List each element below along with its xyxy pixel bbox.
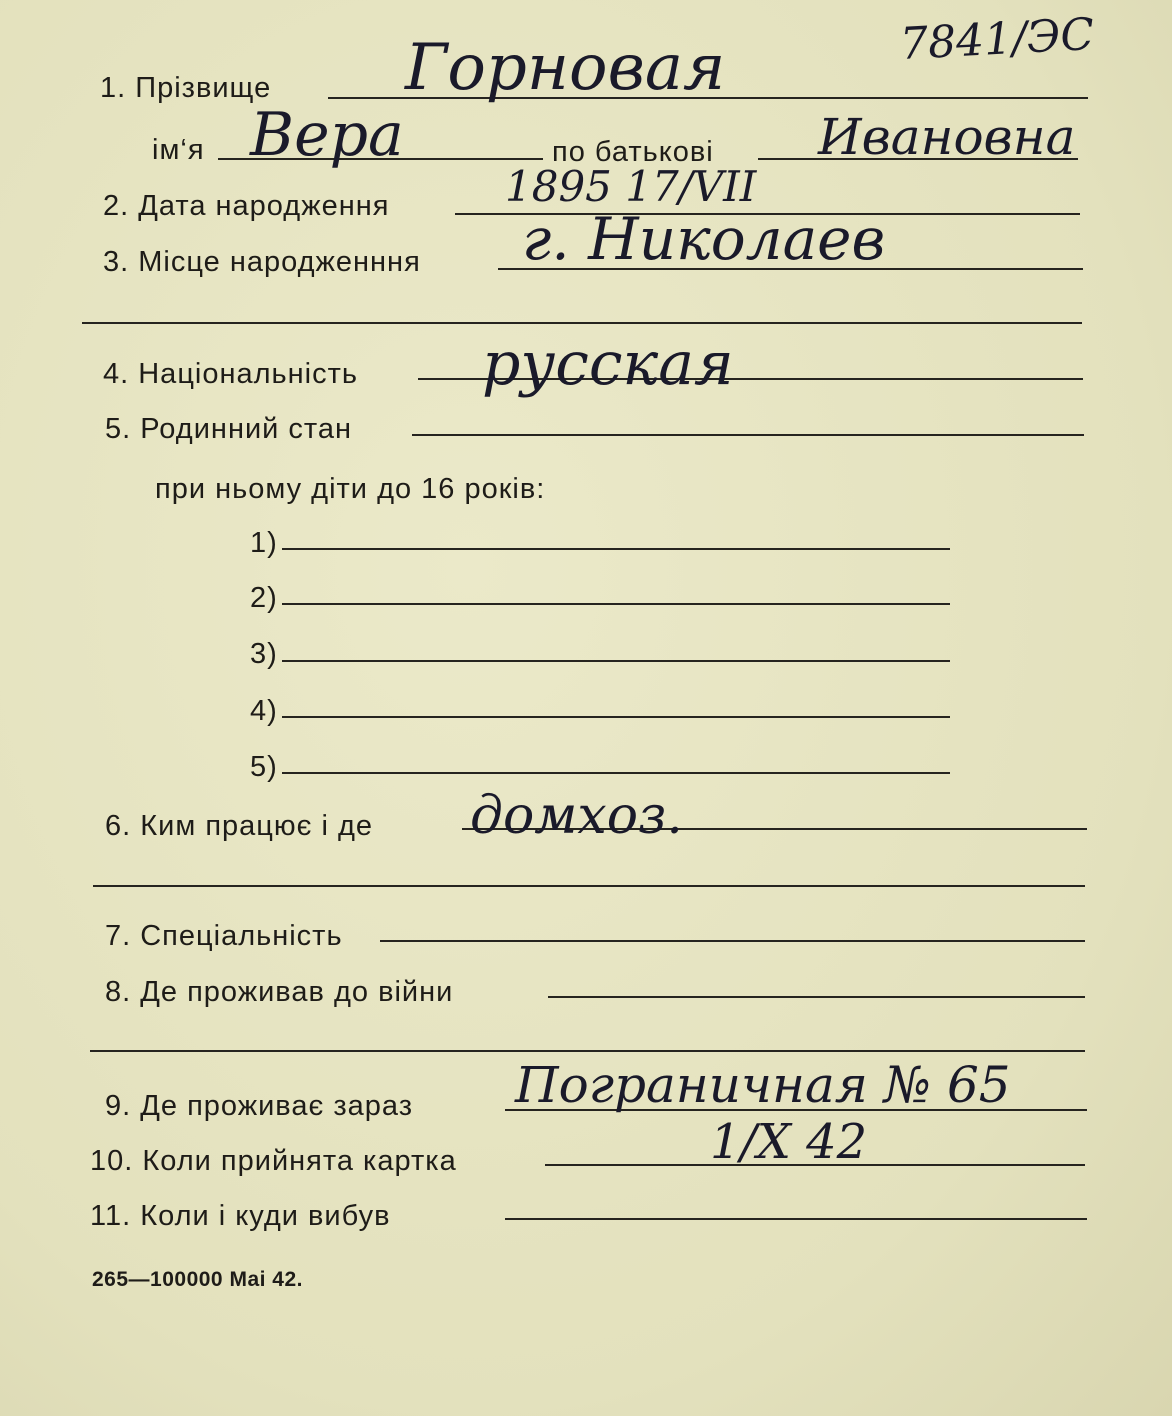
value-nationality: русская xyxy=(482,329,734,399)
label-child-1: 1) xyxy=(250,527,278,559)
line-prewar-residence xyxy=(548,996,1085,998)
print-code: 265—100000 Mai 42. xyxy=(92,1268,303,1291)
label-current-residence: 9. Де проживає зараз xyxy=(105,1090,414,1122)
label-name: ім‘я xyxy=(152,134,205,166)
label-child-5: 5) xyxy=(250,751,278,783)
line-prewar-residence-cont xyxy=(90,1050,1085,1052)
value-current-residence: Пограничная № 65 xyxy=(515,1056,1011,1114)
line-occupation-cont xyxy=(93,885,1085,887)
value-name: Вера xyxy=(250,100,404,170)
line-child-1 xyxy=(282,548,950,550)
label-prewar-residence: 8. Де проживав до війни xyxy=(105,976,454,1008)
label-nationality: 4. Національність xyxy=(103,358,359,390)
label-child-2: 2) xyxy=(250,582,278,614)
label-family-status: 5. Родинний стан xyxy=(105,413,353,445)
value-surname: Горновая xyxy=(405,31,726,105)
line-child-3 xyxy=(282,660,950,662)
label-children: при ньому діти до 16 років: xyxy=(155,473,546,505)
line-child-4 xyxy=(282,716,950,718)
value-birth-date: 1895 17/VII xyxy=(505,162,757,211)
label-departure: 11. Коли і куди вибув xyxy=(90,1200,391,1232)
card-number: 7841/ЭС xyxy=(898,8,1096,71)
line-family-status xyxy=(412,434,1084,436)
label-child-3: 3) xyxy=(250,638,278,670)
label-speciality: 7. Спеціальність xyxy=(105,920,343,952)
value-occupation: домхоз. xyxy=(470,786,683,846)
label-card-date: 10. Коли прийнята картка xyxy=(90,1145,457,1177)
line-departure xyxy=(505,1218,1087,1220)
line-child-5 xyxy=(282,772,950,774)
label-birth-place: 3. Місце народженння xyxy=(103,246,421,278)
label-patronymic: по батькові xyxy=(552,136,714,168)
value-birth-place: г. Николаев xyxy=(522,205,886,273)
value-patronymic: Ивановна xyxy=(818,108,1076,166)
label-birth-date: 2. Дата народження xyxy=(103,190,390,222)
line-child-2 xyxy=(282,603,950,605)
value-card-date: 1/X 42 xyxy=(710,1114,868,1170)
line-birth-place-cont xyxy=(82,322,1082,324)
label-occupation: 6. Ким працює і де xyxy=(105,810,374,842)
label-surname: 1. Прізвище xyxy=(100,72,272,104)
line-speciality xyxy=(380,940,1085,942)
label-child-4: 4) xyxy=(250,695,278,727)
